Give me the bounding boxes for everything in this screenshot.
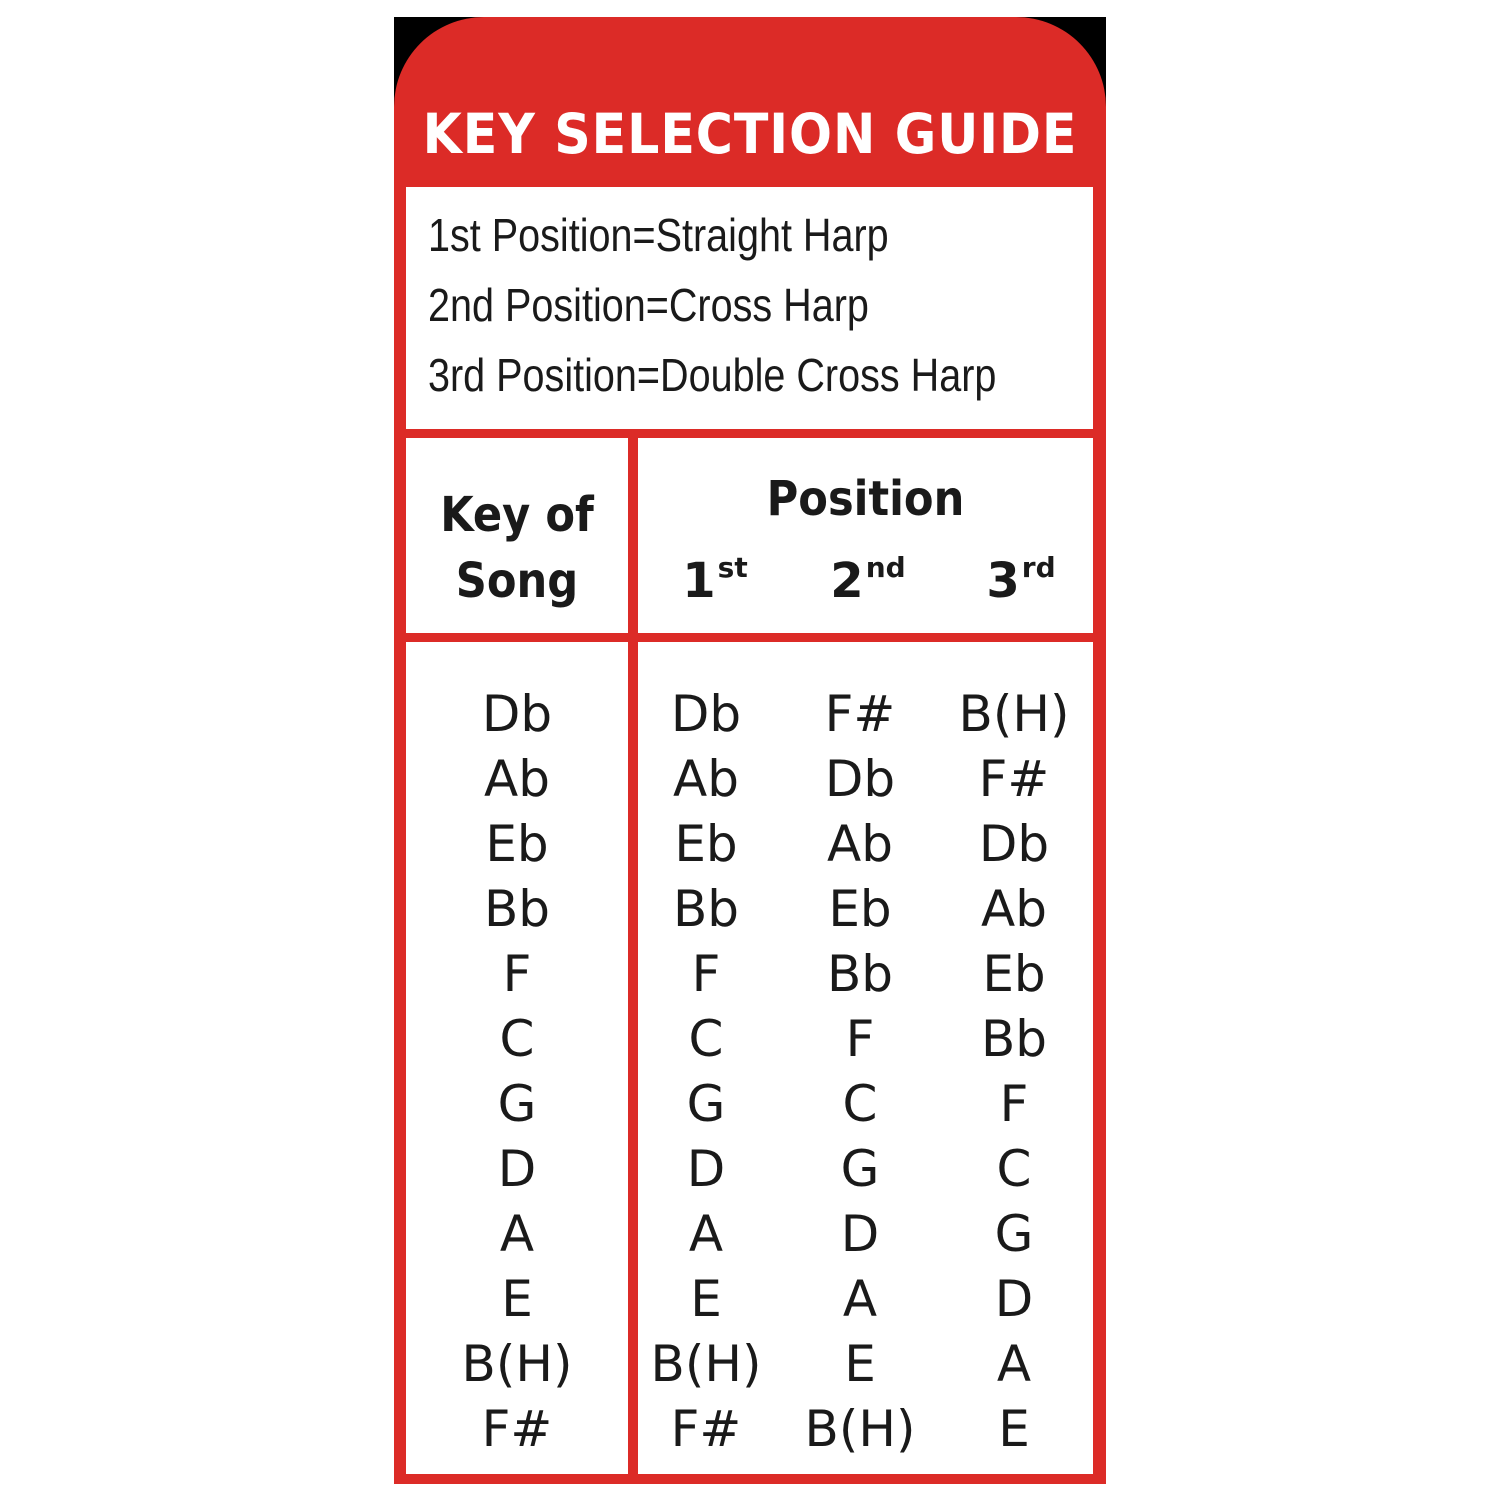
definition-line: 2nd Position=Cross Harp [428, 279, 869, 331]
key-cell: Eb [828, 880, 892, 938]
key-selection-card [394, 17, 1106, 1484]
key-cell: F [502, 945, 532, 1003]
position-1-number: 1 [682, 553, 716, 609]
key-cell: Bb [826, 945, 894, 1003]
definition-line: 1st Position=Straight Harp [428, 209, 889, 261]
position-1-suffix: st [717, 551, 748, 584]
key-cell: Eb [485, 815, 549, 873]
first-position-column [631, 682, 781, 1462]
key-cell: C [842, 1075, 878, 1133]
key-cell: G [497, 1075, 537, 1133]
key-cell: E [998, 1400, 1030, 1458]
definition-line: 3rd Position=Double Cross Harp [428, 349, 997, 401]
second-position-column [785, 682, 935, 1462]
key-cell: Db [978, 815, 1050, 873]
key-cell: Ab [981, 880, 1047, 938]
key-cell: F# [481, 1400, 553, 1458]
key-of-song-column [442, 682, 592, 1462]
position-3-label [971, 538, 1071, 611]
key-cell: A [688, 1205, 724, 1263]
key-cell: D [994, 1270, 1034, 1328]
key-cell: B(H) [461, 1335, 573, 1393]
key-of-song-column-panel [406, 642, 628, 1474]
key-cell: G [686, 1075, 726, 1133]
key-cell: Db [481, 685, 553, 743]
key-cell: Db [824, 750, 896, 808]
third-position-column [939, 682, 1089, 1462]
key-cell: C [996, 1140, 1032, 1198]
key-cell: D [840, 1205, 880, 1263]
key-cell: F# [670, 1400, 742, 1458]
card-title: KEY SELECTION GUIDE [422, 102, 1078, 166]
position-header [638, 438, 1093, 633]
key-cell: Bb [483, 880, 551, 938]
key-cell: A [842, 1270, 878, 1328]
key-of-song-header [406, 438, 628, 633]
position-3-suffix: rd [1021, 551, 1056, 584]
key-cell: A [499, 1205, 535, 1263]
key-cell: G [840, 1140, 880, 1198]
position-2-number: 2 [830, 553, 864, 609]
key-cell: F [999, 1075, 1029, 1133]
key-cell: F [691, 945, 721, 1003]
position-1-label [665, 538, 765, 611]
key-cell: F [845, 1010, 875, 1068]
key-cell: G [994, 1205, 1034, 1263]
key-of-song-header-line1: Key of [440, 487, 594, 543]
key-cell: Ab [673, 750, 739, 808]
key-cell: B(H) [650, 1335, 762, 1393]
key-cell: E [844, 1335, 876, 1393]
key-cell: C [499, 1010, 535, 1068]
key-cell: E [690, 1270, 722, 1328]
position-2-suffix: nd [865, 551, 906, 584]
position-3-number: 3 [986, 553, 1020, 609]
key-cell: Db [670, 685, 742, 743]
key-cell: Ab [484, 750, 550, 808]
definitions-panel [406, 187, 1093, 429]
key-cell: Bb [672, 880, 740, 938]
positions-column-panel [638, 642, 1093, 1474]
key-cell: E [501, 1270, 533, 1328]
key-cell: A [996, 1335, 1032, 1393]
position-2-label [818, 538, 918, 611]
key-cell: Eb [674, 815, 738, 873]
key-cell: Eb [982, 945, 1046, 1003]
key-cell: C [688, 1010, 724, 1068]
key-cell: F# [978, 750, 1050, 808]
card-frame [394, 17, 1106, 1484]
key-cell: Bb [980, 1010, 1048, 1068]
key-of-song-header-line2: Song [455, 553, 579, 609]
key-cell: F# [824, 685, 896, 743]
key-cell: D [497, 1140, 537, 1198]
position-header-label: Position [766, 471, 965, 527]
key-cell: D [686, 1140, 726, 1198]
key-cell: Ab [827, 815, 893, 873]
key-cell: B(H) [958, 685, 1070, 743]
key-cell: B(H) [804, 1400, 916, 1458]
